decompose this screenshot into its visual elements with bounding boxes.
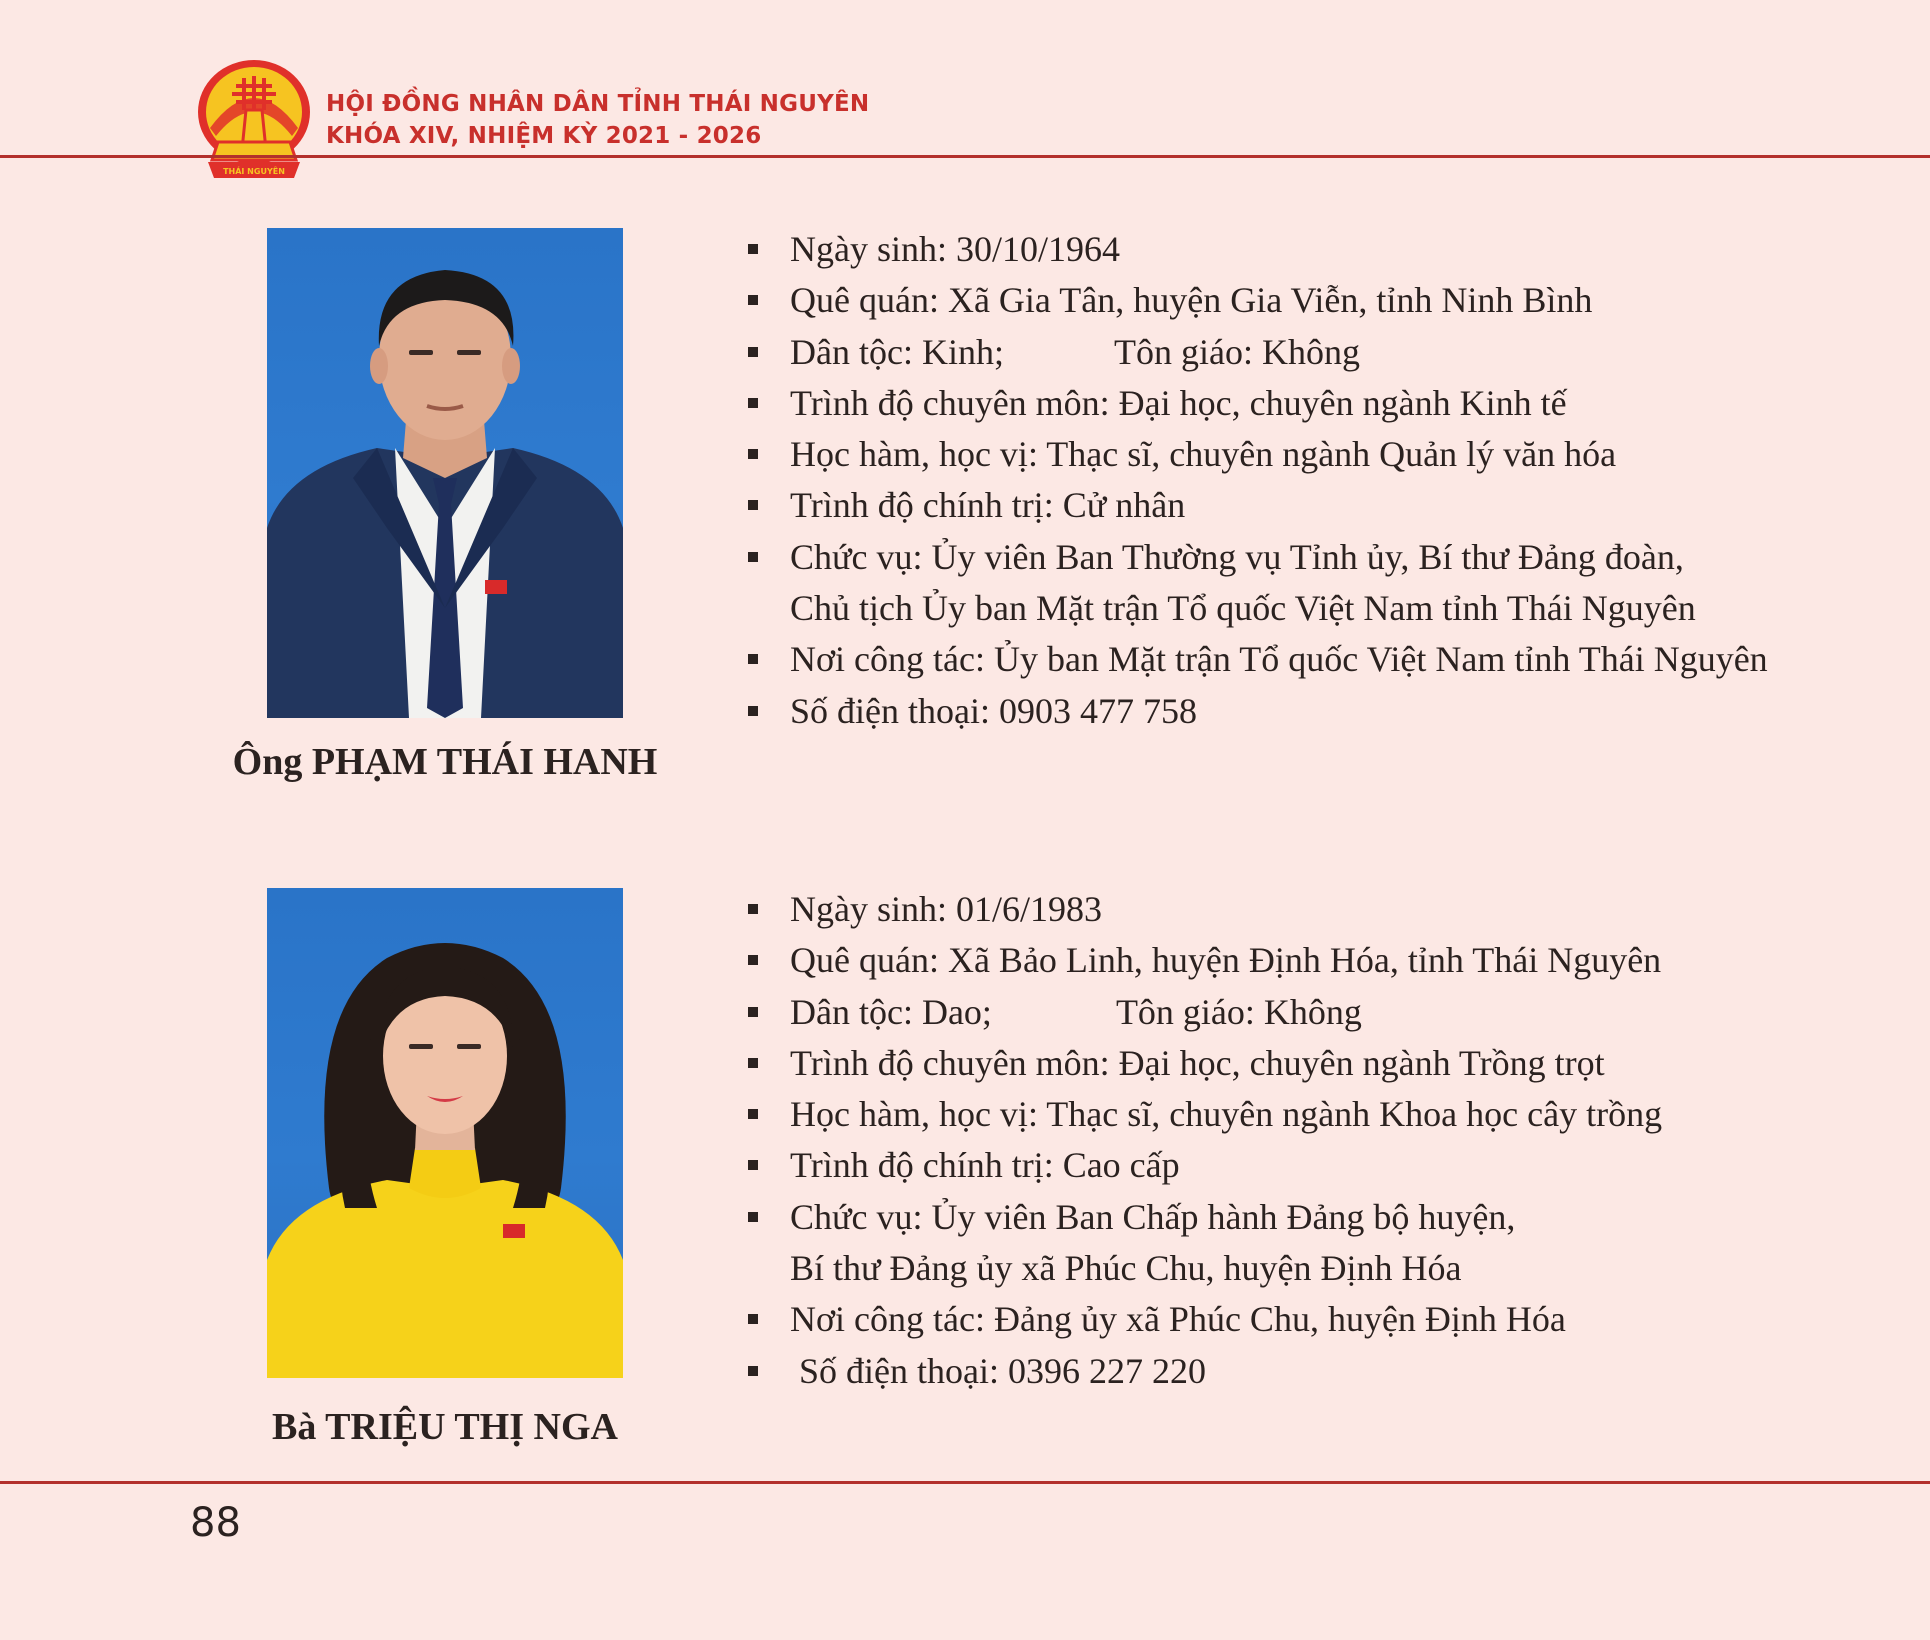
info-politics: Trình độ chính trị: Cử nhân [748,480,1768,531]
bullet-icon [748,500,758,510]
bullet-icon [748,244,758,254]
portrait-photo [267,228,623,718]
bullet-icon [748,295,758,305]
info-workplace: Nơi công tác: Đảng ủy xã Phúc Chu, huyện Định Hóa [748,1294,1662,1345]
info-position: Chức vụ: Ủy viên Ban Thường vụ Tỉnh ủy, Bí thư Đảng đoàn, Chủ tịch Ủy ban Mặt trận Tổ quốc Việt Nam tỉnh Thái Nguyên [748,532,1768,635]
info-expertise: Trình độ chuyên môn: Đại học, chuyên ngành Kinh tế [748,378,1768,429]
person-name: Ông PHẠM THÁI HANH [232,741,658,783]
info-phone: Số điện thoại: 0903 477 758 [748,686,1768,737]
bullet-icon [748,1058,758,1068]
bullet-icon [748,706,758,716]
info-degree: Học hàm, học vị: Thạc sĩ, chuyên ngành Quản lý văn hóa [748,429,1768,480]
portrait-photo [267,888,623,1378]
info-phone: Số điện thoại: 0396 227 220 [748,1346,1662,1397]
bullet-icon [748,1366,758,1376]
bullet-icon [748,1007,758,1017]
page-header [0,0,1930,180]
info-religion: Tôn giáo: Không [1115,991,1362,1032]
thai-nguyen-emblem-icon [196,58,312,180]
info-expertise: Trình độ chuyên môn: Đại học, chuyên ngành Trồng trọt [748,1038,1662,1089]
person-name: Bà TRIỆU THỊ NGA [272,1406,618,1448]
info-ethnicity-religion [748,327,1768,378]
header-title-line2: KHÓA XIV, NHIỆM KỲ 2021 - 2026 [326,123,762,149]
info-ethnicity: Dân tộc: Kinh; [790,331,1004,372]
info-ethnicity-religion [748,987,1662,1038]
info-politics: Trình độ chính trị: Cao cấp [748,1140,1662,1191]
bullet-icon [748,1212,758,1222]
man-portrait-icon [267,228,623,718]
info-hometown: Quê quán: Xã Gia Tân, huyện Gia Viễn, tỉnh Ninh Bình [748,275,1768,326]
profile-info-list [748,884,1662,1397]
bullet-icon [748,955,758,965]
header-divider [0,155,1930,158]
info-ethnicity: Dân tộc: Dao; [790,991,992,1032]
bullet-icon [748,347,758,357]
header-title [326,88,869,152]
info-hometown: Quê quán: Xã Bảo Linh, huyện Định Hóa, tỉnh Thái Nguyên [748,935,1662,986]
info-birth: Ngày sinh: 01/6/1983 [748,884,1662,935]
info-workplace: Nơi công tác: Ủy ban Mặt trận Tổ quốc Việt Nam tỉnh Thái Nguyên [748,634,1768,685]
bullet-icon [748,1109,758,1119]
woman-portrait-icon [267,888,623,1378]
bullet-icon [748,904,758,914]
footer-divider [0,1481,1930,1484]
info-position: Chức vụ: Ủy viên Ban Chấp hành Đảng bộ huyện, Bí thư Đảng ủy xã Phúc Chu, huyện Định Hóa [748,1192,1662,1295]
emblem-text: THÁI NGUYÊN [223,167,285,176]
header-title-line1: HỘI ĐỒNG NHÂN DÂN TỈNH THÁI NGUYÊN [326,91,870,117]
bullet-icon [748,449,758,459]
bullet-icon [748,1160,758,1170]
info-religion: Tôn giáo: Không [1113,331,1360,372]
info-degree: Học hàm, học vị: Thạc sĩ, chuyên ngành Khoa học cây trồng [748,1089,1662,1140]
bullet-icon [748,1314,758,1324]
bullet-icon [748,654,758,664]
profile-info-list [748,224,1768,737]
bullet-icon [748,552,758,562]
bullet-icon [748,398,758,408]
page-number: 88 [190,1500,241,1546]
info-birth: Ngày sinh: 30/10/1964 [748,224,1768,275]
